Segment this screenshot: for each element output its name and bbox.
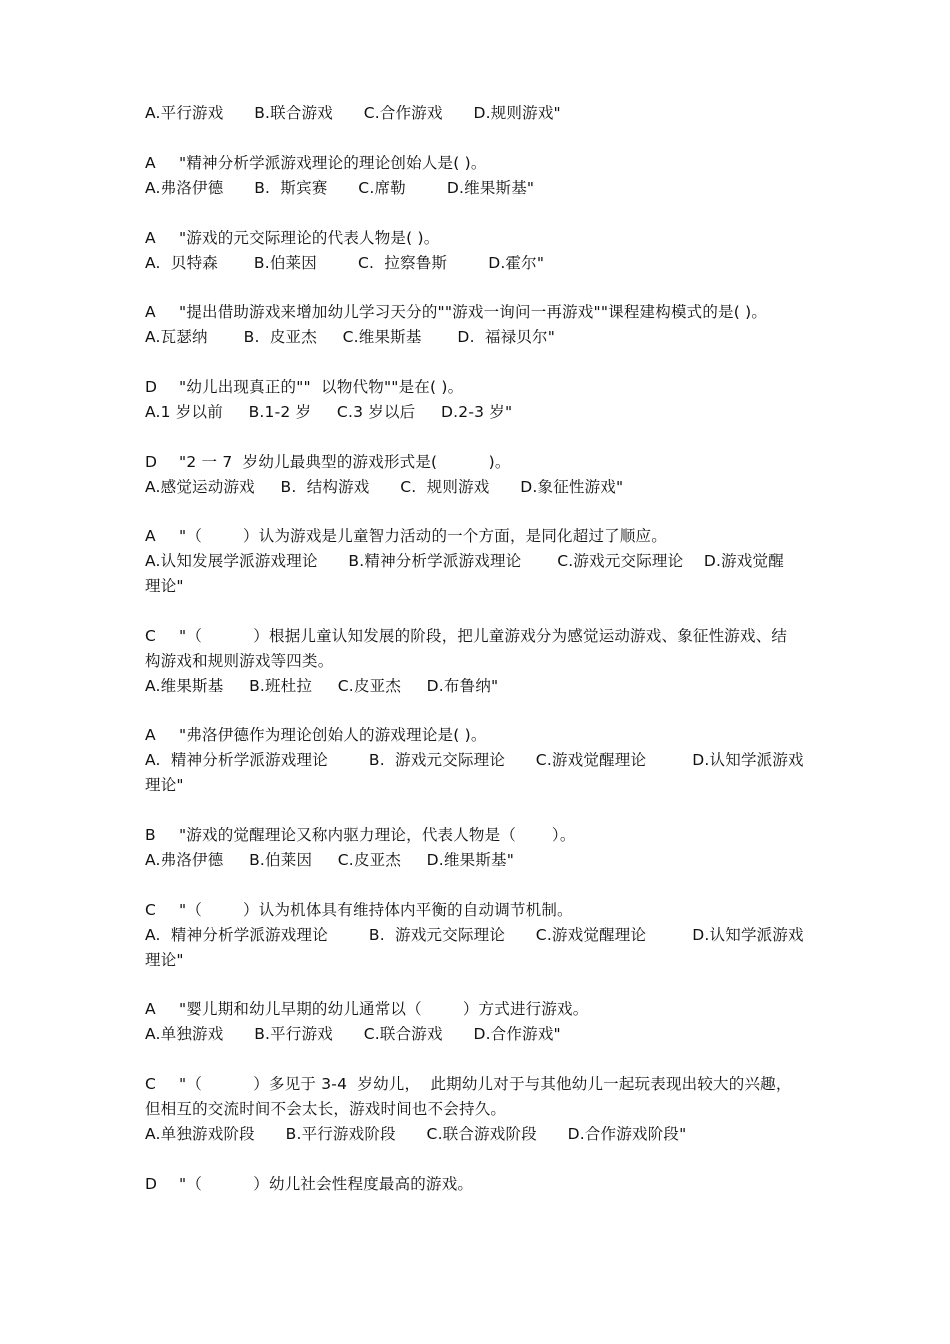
question-line [145, 452, 511, 472]
question-line [145, 302, 767, 322]
line-text: "幼儿出现真正的"" 以物代物""是在( )。 [179, 378, 464, 396]
answer-letter: C [145, 627, 157, 645]
answer-letter: B [145, 826, 156, 844]
line-text: 理论" [145, 577, 184, 595]
line-text: A.1 岁以前 B.1-2 岁 C.3 岁以后 D.2-3 岁" [145, 403, 513, 421]
line-text: "游戏的觉醒理论又称内驱力理论，代表人物是（ ）。 [179, 826, 576, 844]
answer-letter: A [145, 1000, 156, 1018]
line-text: "弗洛伊德作为理论创始人的游戏理论是( )。 [179, 726, 487, 744]
options-line [145, 551, 784, 571]
answer-letter: A [145, 303, 156, 321]
question-line [145, 900, 573, 920]
line-text: "精神分析学派游戏理论的理论创始人是( )。 [179, 154, 487, 172]
line-text: "2 一 7 岁幼儿最典型的游戏形式是( )。 [179, 453, 511, 471]
answer-letter: D [145, 378, 158, 396]
line-text: A.单独游戏 B.平行游戏 C.联合游戏 D.合作游戏" [145, 1025, 561, 1043]
question-line [145, 1074, 792, 1094]
answer-letter: D [145, 453, 158, 471]
line-text: A.弗洛伊德 B.伯莱因 C.皮亚杰 D.维果斯基" [145, 851, 515, 869]
answer-letter: A [145, 154, 156, 172]
line-text: A. 精神分析学派游戏理论 B. 游戏元交际理论 C.游戏觉醒理论 D.认知学派游戏 [145, 751, 804, 769]
answer-letter: C [145, 1075, 157, 1093]
answer-letter: A [145, 527, 156, 545]
options-line [145, 676, 498, 696]
question-line [145, 825, 576, 845]
question-line [145, 999, 588, 1019]
question-line [145, 153, 487, 173]
line-text: 但相互的交流时间不会太长，游戏时间也不会持久。 [145, 1100, 507, 1118]
line-text: A.单独游戏阶段 B.平行游戏阶段 C.联合游戏阶段 D.合作游戏阶段" [145, 1125, 687, 1143]
options-line [145, 402, 512, 422]
line-text: "（ ）根据儿童认知发展的阶段，把儿童游戏分为感觉运动游戏、象征性游戏、结 [179, 627, 788, 645]
options-line [145, 253, 544, 273]
line-text: A.感觉运动游戏 B. 结构游戏 C. 规则游戏 D.象征性游戏" [145, 478, 624, 496]
question-line [145, 725, 487, 745]
question-line [145, 228, 439, 248]
line-text: "提出借助游戏来增加幼儿学习天分的""游戏一询问一再游戏""课程建构模式的是( )。 [179, 303, 768, 321]
line-text: A.维果斯基 B.班杜拉 C.皮亚杰 D.布鲁纳" [145, 677, 499, 695]
answer-letter: D [145, 1175, 158, 1193]
question-line [145, 526, 667, 546]
line-text: "（ ）认为游戏是儿童智力活动的一个方面，是同化超过了顺应。 [179, 527, 667, 545]
line-text: "（ ）幼儿社会性程度最高的游戏。 [179, 1175, 474, 1193]
line-text: A. 精神分析学派游戏理论 B. 游戏元交际理论 C.游戏觉醒理论 D.认知学派游戏 [145, 926, 804, 944]
question-line [145, 626, 787, 646]
line-text: A.平行游戏 B.联合游戏 C.合作游戏 D.规则游戏" [145, 104, 561, 122]
options-line [145, 750, 804, 770]
options-line [145, 477, 623, 497]
options-line [145, 103, 561, 123]
line-text: "（ ）认为机体具有维持体内平衡的自动调节机制。 [179, 901, 573, 919]
line-text: "（ ）多见于 3-4 岁幼儿， 此期幼儿对于与其他幼儿一起玩表现出较大的兴趣， [179, 1075, 792, 1093]
line-text: 理论" [145, 776, 184, 794]
options-line [145, 1124, 686, 1144]
options-line [145, 925, 804, 945]
answer-letter: A [145, 229, 156, 247]
options-line [145, 1024, 561, 1044]
options-line [145, 950, 184, 970]
line-text: 构游戏和规则游戏等四类。 [145, 652, 334, 670]
line-text: A.瓦瑟纳 B. 皮亚杰 C.维果斯基 D. 福禄贝尔" [145, 328, 556, 346]
line-text: A. 贝特森 B.伯莱因 C. 拉察鲁斯 D.霍尔" [145, 254, 545, 272]
answer-letter: C [145, 901, 157, 919]
options-line [145, 576, 184, 596]
question-line [145, 1099, 506, 1119]
question-line [145, 377, 463, 397]
answer-letter: A [145, 726, 156, 744]
question-line [145, 1174, 473, 1194]
options-line [145, 850, 514, 870]
line-text: A.弗洛伊德 B. 斯宾赛 C.席勒 D.维果斯基" [145, 179, 535, 197]
question-line [145, 651, 333, 671]
options-line [145, 178, 534, 198]
options-line [145, 327, 555, 347]
line-text: 理论" [145, 951, 184, 969]
line-text: "婴儿期和幼儿早期的幼儿通常以（ ）方式进行游戏。 [179, 1000, 589, 1018]
line-text: "游戏的元交际理论的代表人物是( )。 [179, 229, 440, 247]
options-line [145, 775, 184, 795]
line-text: A.认知发展学派游戏理论 B.精神分析学派游戏理论 C.游戏元交际理论 D.游戏觉醒 [145, 552, 784, 570]
